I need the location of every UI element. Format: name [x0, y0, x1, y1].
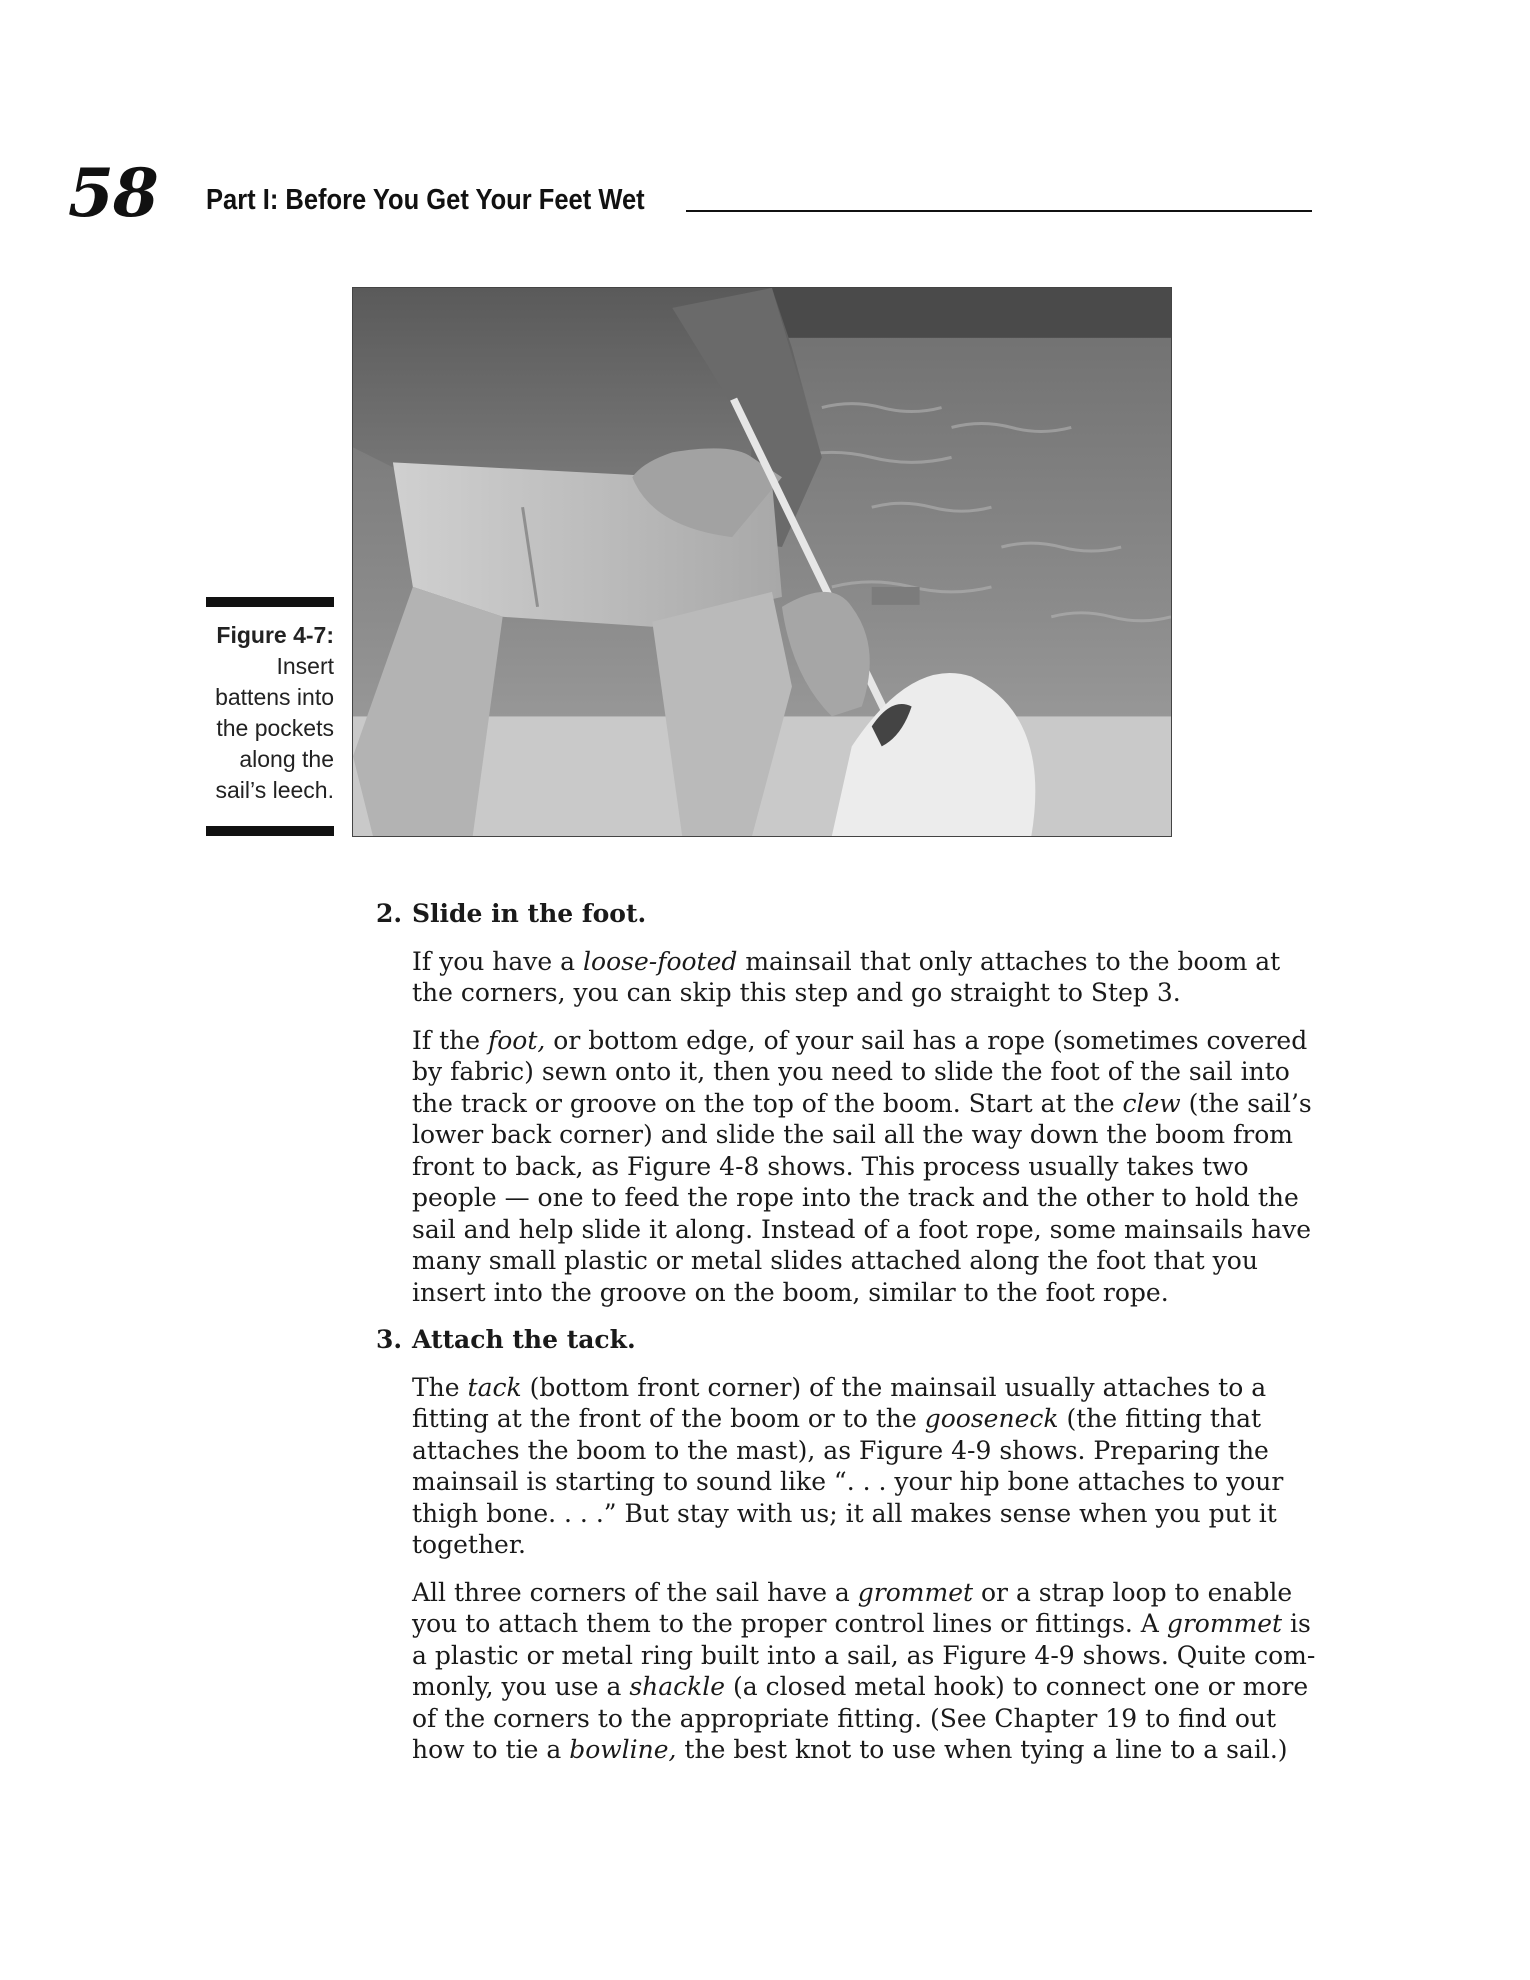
figure-caption-text: Insert battens into the pockets along the sail’s leech.	[215, 653, 334, 803]
text-run: the best knot to use when tying a line to a sail.)	[676, 1735, 1288, 1764]
step-number: 2.	[376, 899, 403, 928]
italic-term: clew	[1122, 1088, 1181, 1118]
italic-term: gooseneck	[924, 1404, 1059, 1433]
caption-rule-top	[206, 597, 334, 607]
text-run: mainsail that only attaches to the boom at the corners, you can skip this step and go straight to Step 3.	[412, 946, 1281, 1007]
text-run: (the sail’s lower back corner) and slide the sail all the way down the boom from front to back, as Figure 4-8 shows. This process usually takes two people — one to feed the rope into the track and the other to hold the sail and help slide it along. Instead of a foot rope, some mainsails have many small plastic or metal slides attached along the foot that you insert into the groove on the boom, similar to the foot rope.	[412, 1088, 1312, 1307]
text-run: (a closed metal hook) to connect one or more of the corners to the appropriate fitting. (See Chapter 19 to find out how to tie a	[412, 1672, 1309, 1764]
running-head	[206, 184, 1312, 217]
body-paragraph	[412, 1577, 1316, 1766]
italic-term: tack	[467, 1372, 522, 1402]
step-title-text: Slide in the foot.	[412, 899, 647, 928]
sailing-photo-illustration	[353, 288, 1171, 836]
italic-term: loose-footed	[583, 946, 738, 976]
text-run: (bottom front corner) of the mainsail usually attaches to a fitting at the front of the boom or to the	[412, 1372, 1267, 1433]
step-number: 3.	[376, 1325, 403, 1354]
body-text	[376, 898, 1316, 1782]
text-run: is a plastic or metal ring built into a sail, as Figure 4-9 shows. Quite commonly, you use a	[412, 1609, 1316, 1701]
text-run: All three corners of the sail have a	[412, 1577, 858, 1607]
step-title	[376, 898, 1316, 930]
italic-term: grommet	[857, 1577, 974, 1607]
italic-term: shackle	[629, 1672, 726, 1701]
page-number: 58	[68, 154, 158, 232]
italic-term: grommet	[1166, 1609, 1283, 1638]
caption-rule-bottom	[206, 826, 334, 836]
text-run: (the fitting that attaches the boom to the mast), as Figure 4-9 shows. Preparing the mainsail is starting to sound like “. . . your hip bone attaches to your thigh bone. . . .” But stay with us; it all makes sense when you put it together.	[412, 1404, 1284, 1559]
figure-photo	[352, 287, 1172, 837]
body-paragraph	[412, 1372, 1316, 1561]
step-title-text: Attach the tack.	[412, 1325, 636, 1354]
italic-term: foot,	[487, 1025, 546, 1055]
italic-term: bowline,	[569, 1735, 677, 1764]
running-head-title: Part I: Before You Get Your Feet Wet	[206, 184, 645, 216]
step-title	[376, 1324, 1316, 1356]
text-run: If the	[412, 1025, 488, 1055]
text-run: The	[412, 1372, 468, 1402]
figure-caption	[196, 620, 334, 806]
body-paragraph	[412, 1025, 1316, 1309]
text-run: or a strap loop to enable you to attach them to the proper control lines or fittings. A	[412, 1577, 1293, 1638]
figure-label: Figure 4-7:	[216, 622, 334, 648]
text-run: or bottom edge, of your sail has a rope (sometimes covered by fabric) sewn onto it, then you need to slide the foot of the sail into the track or groove on the top of the boom. Start at the	[412, 1025, 1308, 1118]
body-paragraph	[412, 946, 1316, 1009]
text-run: If you have a	[412, 946, 584, 976]
running-head-rule	[686, 210, 1312, 212]
